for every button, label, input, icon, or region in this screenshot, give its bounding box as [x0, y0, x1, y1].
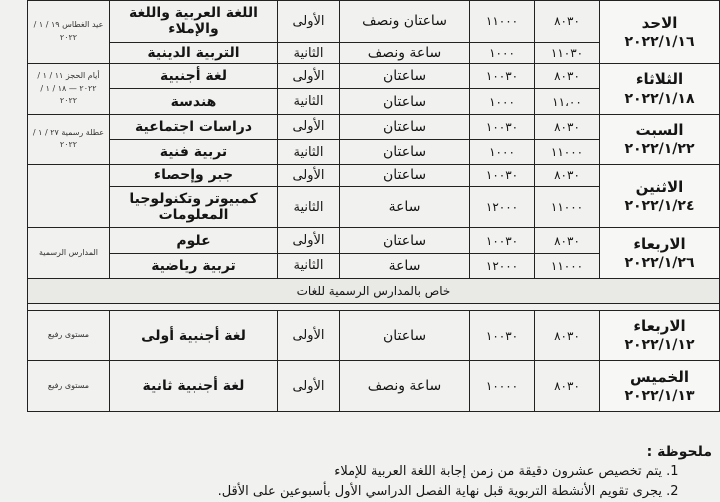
table-row: [28, 361, 720, 412]
end-time: ١٢٠٠٠: [470, 186, 535, 228]
side-note: أيام الحجز ١١ / ١ / ٢٠٢٢ — ١٨ / ١ / ٢٠٢٢: [28, 64, 110, 114]
start-time: ١١٠٣٠: [535, 42, 600, 64]
day-cell: الاربعاء ٢٠٢٢/١/٢٦: [600, 228, 720, 278]
period: الثانية: [278, 186, 340, 228]
subject: دراسات اجتماعية: [110, 114, 278, 139]
end-time: ١٠٠٠: [470, 89, 535, 114]
schedule-table: [27, 0, 720, 412]
subject: لغة أجنبية ثانية: [110, 361, 278, 412]
period: الثانية: [278, 42, 340, 64]
subject: هندسة: [110, 89, 278, 114]
duration: ساعتان: [340, 114, 470, 139]
table-row: [28, 64, 720, 89]
subject: تربية رياضية: [110, 253, 278, 278]
notes-section: [0, 412, 720, 500]
section-banner: خاص بالمدارس الرسمية للغات: [28, 278, 720, 303]
side-note: عطلة رسمية ٢٧ / ١ / ٢٠٢٢: [28, 114, 110, 164]
subject: تربية فنية: [110, 139, 278, 164]
duration: ساعة: [340, 186, 470, 228]
period: الأولى: [278, 361, 340, 412]
side-note: عيد الغطاس ١٩ / ١ / ٢٠٢٢: [28, 1, 110, 64]
start-time: ٨٠٣٠: [535, 165, 600, 187]
end-time: ١٠٠٣٠: [470, 165, 535, 187]
end-time: ١٠٠٣٠: [470, 310, 535, 360]
subject: لغة أجنبية أولى: [110, 310, 278, 360]
end-time: ١٠٠٠٠: [470, 361, 535, 412]
end-time: ١٠٠٣٠: [470, 114, 535, 139]
day-cell: السبت ٢٠٢٢/١/٢٢: [600, 114, 720, 164]
notes-title: ملحوظة :: [646, 444, 712, 460]
period: الأولى: [278, 64, 340, 89]
table-row: [28, 228, 720, 253]
period: الأولى: [278, 165, 340, 187]
day-cell: الاحد ٢٠٢٢/١/١٦: [600, 1, 720, 64]
table-row: [28, 1, 720, 43]
period: الأولى: [278, 228, 340, 253]
day-cell: الاثنين ٢٠٢٢/١/٢٤: [600, 165, 720, 228]
exam-schedule: [28, 0, 720, 412]
period: الثانية: [278, 253, 340, 278]
note-item: 2. يجرى تقويم الأنشطة التربوية قبل نهاية الفصل الدراسي الأول بأسبوعين على الأقل.: [218, 482, 662, 502]
table-row: [28, 310, 720, 360]
period: الأولى: [278, 1, 340, 43]
duration: ساعتان: [340, 64, 470, 89]
end-time: ١٠٠٣٠: [470, 64, 535, 89]
note-item: 1. يتم تخصيص عشرون دقيقة من زمن إجابة اللغة العربية للإملاء: [218, 462, 662, 482]
table-row: [28, 165, 720, 187]
notes-list: [218, 462, 682, 502]
duration: ساعتان ونصف: [340, 1, 470, 43]
duration: ساعتان: [340, 228, 470, 253]
end-time: ١٠٠٣٠: [470, 228, 535, 253]
subject: كمبيوتر وتكنولوجيا المعلومات: [110, 186, 278, 228]
side-note: المدارس الرسمية: [28, 228, 110, 278]
day-cell: الخميس ٢٠٢٢/١/١٣: [600, 361, 720, 412]
side-note: مستوى رفيع: [28, 361, 110, 412]
period: الأولى: [278, 114, 340, 139]
start-time: ١١،٠٠: [535, 89, 600, 114]
duration: ساعتان: [340, 89, 470, 114]
end-time: ١٠٠٠: [470, 42, 535, 64]
duration: ساعة: [340, 253, 470, 278]
start-time: ١١٠٠٠: [535, 186, 600, 228]
end-time: ١١٠٠٠: [470, 1, 535, 43]
day-cell: الثلاثاء ٢٠٢٢/١/١٨: [600, 64, 720, 114]
subject: علوم: [110, 228, 278, 253]
subject: جبر وإحصاء: [110, 165, 278, 187]
start-time: ٨٠٣٠: [535, 228, 600, 253]
start-time: ٨٠٣٠: [535, 114, 600, 139]
duration: ساعتان: [340, 310, 470, 360]
start-time: ٨٠٣٠: [535, 64, 600, 89]
day-cell: الاربعاء ٢٠٢٢/١/١٢: [600, 310, 720, 360]
duration: ساعة ونصف: [340, 42, 470, 64]
table-row: [28, 114, 720, 139]
side-note: مستوى رفيع: [28, 310, 110, 360]
duration: ساعتان: [340, 165, 470, 187]
period: الثانية: [278, 89, 340, 114]
duration: ساعة ونصف: [340, 361, 470, 412]
end-time: ١٠٠٠: [470, 139, 535, 164]
start-time: ٨٠٣٠: [535, 1, 600, 43]
subject: لغة أجنبية: [110, 64, 278, 89]
period: الأولى: [278, 310, 340, 360]
duration: ساعتان: [340, 139, 470, 164]
start-time: ١١٠٠٠: [535, 253, 600, 278]
side-note: [28, 165, 110, 228]
subject: اللغة العربية واللغة والإملاء: [110, 1, 278, 43]
start-time: ٨٠٣٠: [535, 361, 600, 412]
period: الثانية: [278, 139, 340, 164]
spacer: [28, 303, 720, 310]
subject: التربية الدينية: [110, 42, 278, 64]
table-row: [28, 278, 720, 303]
end-time: ١٢٠٠٠: [470, 253, 535, 278]
start-time: ١١٠٠٠: [535, 139, 600, 164]
start-time: ٨٠٣٠: [535, 310, 600, 360]
